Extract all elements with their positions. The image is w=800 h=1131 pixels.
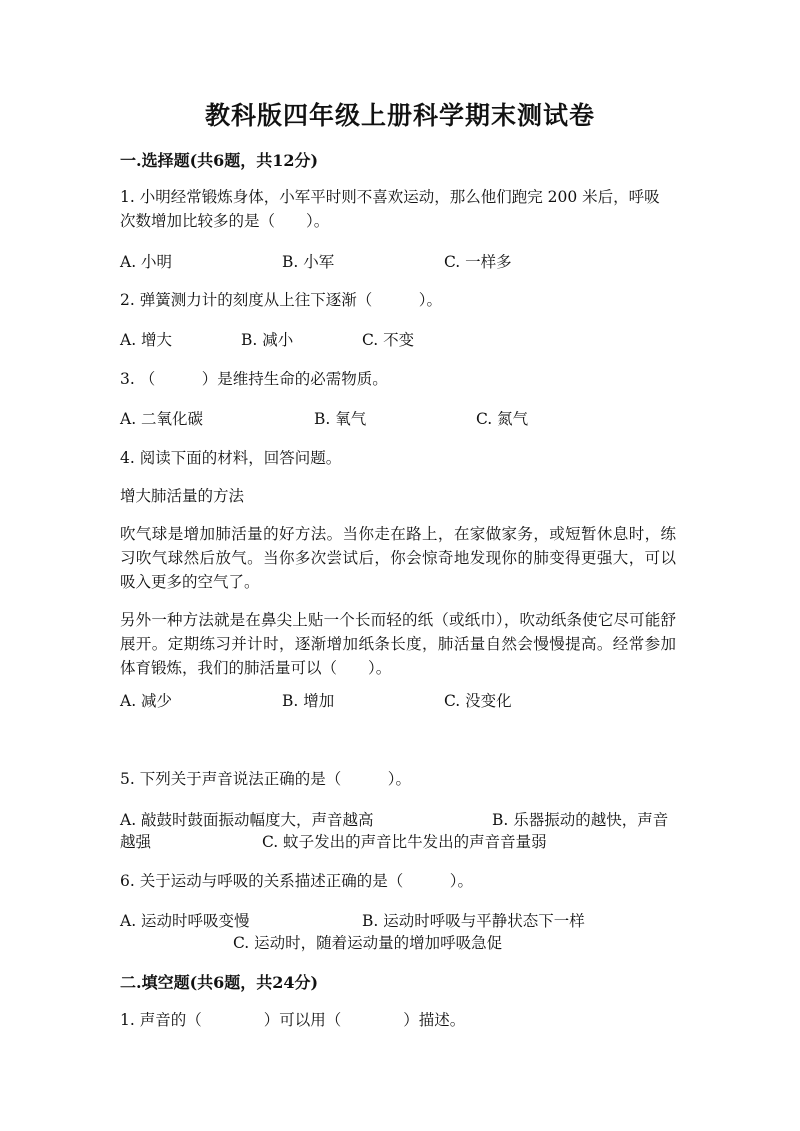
question-5-option-b: B. 乐器振动的越快，声音 xyxy=(492,811,669,829)
fill-question-1: 1. 声音的（ ）可以用（ ）描述。 xyxy=(120,1011,466,1029)
question-1-option-a: A. 小明 xyxy=(120,253,173,271)
passage-paragraph-2: 另外一种方法就是在鼻尖上贴一个长而轻的纸（或纸巾），吹动纸条使它尽可能舒展开。定期练习并计时，逐渐增加纸条长度，肺活量自然会慢慢提高。经常参加体育锻炼，我们的肺活量可以（ ）。 xyxy=(120,611,676,677)
question-1-option-b: B. 小军 xyxy=(282,253,335,271)
question-2: 2. 弹簧测力计的刻度从上往下逐渐（ ）。 xyxy=(120,291,442,309)
section-heading-choice: 一.选择题(共6题，共12分) xyxy=(120,151,319,170)
exam-title: 教科版四年级上册科学期末测试卷 xyxy=(204,101,595,130)
question-6: 6. 关于运动与呼吸的关系描述正确的是（ ）。 xyxy=(120,872,473,890)
section-heading-fill: 二.填空题(共6题，共24分) xyxy=(120,973,319,992)
question-1-option-c: C. 一样多 xyxy=(444,253,512,271)
question-3-option-c: C. 氮气 xyxy=(476,410,529,428)
question-5-option-b-continued: 越强 xyxy=(120,833,152,851)
question-3-option-a: A. 二氧化碳 xyxy=(120,410,204,428)
question-3-option-b: B. 氧气 xyxy=(314,410,367,428)
question-2-option-a: A. 增大 xyxy=(120,331,173,349)
question-5: 5. 下列关于声音说法正确的是（ ）。 xyxy=(120,770,411,788)
question-4-option-b: B. 增加 xyxy=(282,692,335,710)
question-4: 4. 阅读下面的材料，回答问题。 xyxy=(120,449,342,467)
question-2-option-b: B. 减小 xyxy=(241,331,294,349)
question-5-option-c: C. 蚊子发出的声音比牛发出的声音音量弱 xyxy=(262,833,547,851)
question-5-option-a: A. 敲鼓时鼓面振动幅度大，声音越高 xyxy=(120,811,374,829)
question-4-option-c: C. 没变化 xyxy=(444,692,512,710)
question-2-option-c: C. 不变 xyxy=(362,331,415,349)
question-6-option-c: C. 运动时，随着运动量的增加呼吸急促 xyxy=(233,934,503,952)
passage-paragraph-1: 吹气球是增加肺活量的好方法。当你走在路上，在家做家务，或短暂休息时，练习吹气球然后放气。当你多次尝试后，你会惊奇地发现你的肺变得更强大，可以吸入更多的空气了。 xyxy=(120,525,676,591)
question-6-option-a: A. 运动时呼吸变慢 xyxy=(120,912,250,930)
question-1-line-1: 1. 小明经常锻炼身体，小军平时则不喜欢运动，那么他们跑完 200 米后，呼吸 xyxy=(120,188,660,206)
question-1-line-2: 次数增加比较多的是（ ）。 xyxy=(120,212,330,230)
question-6-option-b: B. 运动时呼吸与平静状态下一样 xyxy=(362,912,585,930)
passage-title: 增大肺活量的方法 xyxy=(120,487,245,505)
question-3: 3. （ ）是维持生命的必需物质。 xyxy=(120,370,388,388)
question-4-option-a: A. 减少 xyxy=(120,692,173,710)
